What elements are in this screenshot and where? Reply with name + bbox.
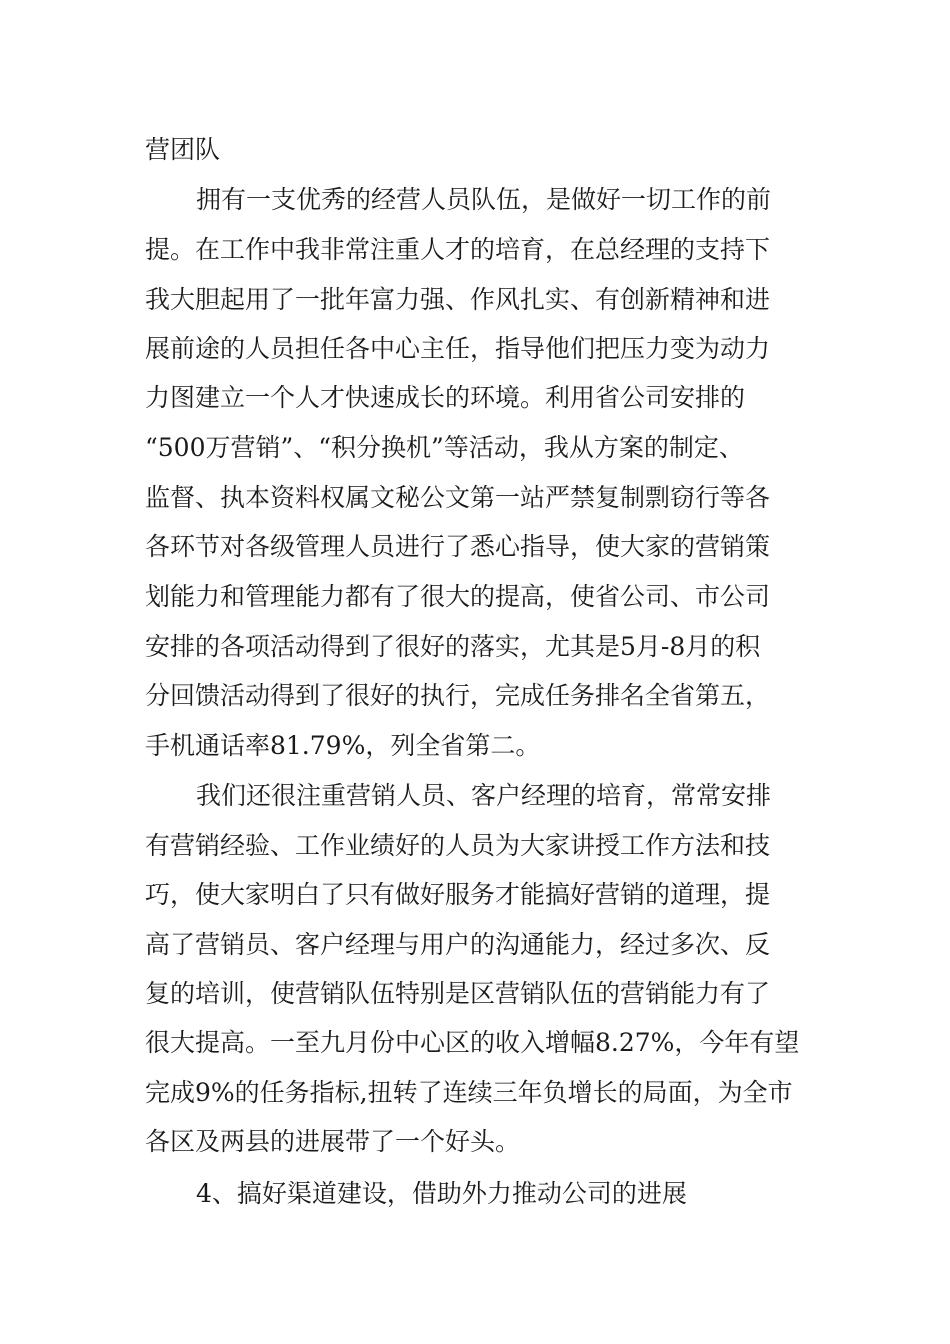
text-line: 手机通话率81.79%，列全省第二。 [145, 731, 541, 760]
text-line: 各环节对各级管理人员进行了悉心指导，使大家的营销策 [145, 532, 771, 561]
text-line: 很大提高。一至九月份中心区的收入增幅8.27%，今年有望 [145, 1028, 800, 1057]
text-line: 监督、执本资料权属文秘公文第一站严禁复制剽窃行等各 [145, 483, 771, 512]
text-line: 我大胆起用了一批年富力强、作风扎实、有创新精神和进 [145, 285, 771, 314]
text-line: 复的培训，使营销队伍特别是区营销队伍的营销能力有了 [145, 979, 771, 1008]
text-line: 巧，使大家明白了只有做好服务才能搞好营销的道理，提 [145, 880, 771, 909]
paragraph-first-line: 我们还很注重营销人员、客户经理的培育，常常安排 [196, 781, 772, 810]
text-line: “500万营销”、“积分换机”等活动，我从方案的制定、 [145, 433, 744, 462]
text-line: 有营销经验、工作业绩好的人员为大家讲授工作方法和技 [145, 831, 771, 860]
text-line: 提。在工作中我非常注重人才的培育，在总经理的支持下 [145, 235, 771, 264]
paragraph-first-line: 拥有一支优秀的经营人员队伍，是做好一切工作的前 [196, 185, 772, 214]
text-line: 完成9%的任务指标,扭转了连续三年负增长的局面，为全市 [145, 1078, 793, 1107]
text-line: 营团队 [145, 135, 221, 164]
text-line: 展前途的人员担任各中心主任，指导他们把压力变为动力 [145, 334, 771, 363]
text-line: 各区及两县的进展带了一个好头。 [145, 1127, 521, 1156]
section-heading: 4、搞好渠道建设，借助外力推动公司的进展 [196, 1179, 687, 1208]
text-line: 划能力和管理能力都有了很大的提高，使省公司、市公司 [145, 582, 771, 611]
text-line: 分回馈活动得到了很好的执行，完成任务排名全省第五， [145, 681, 771, 710]
text-line: 高了营销员、客户经理与用户的沟通能力，经过多次、反 [145, 930, 771, 959]
text-line: 力图建立一个人才快速成长的环境。利用省公司安排的 [145, 383, 746, 412]
text-line: 安排的各项活动得到了很好的落实，尤其是5月-8月的积 [145, 632, 761, 661]
